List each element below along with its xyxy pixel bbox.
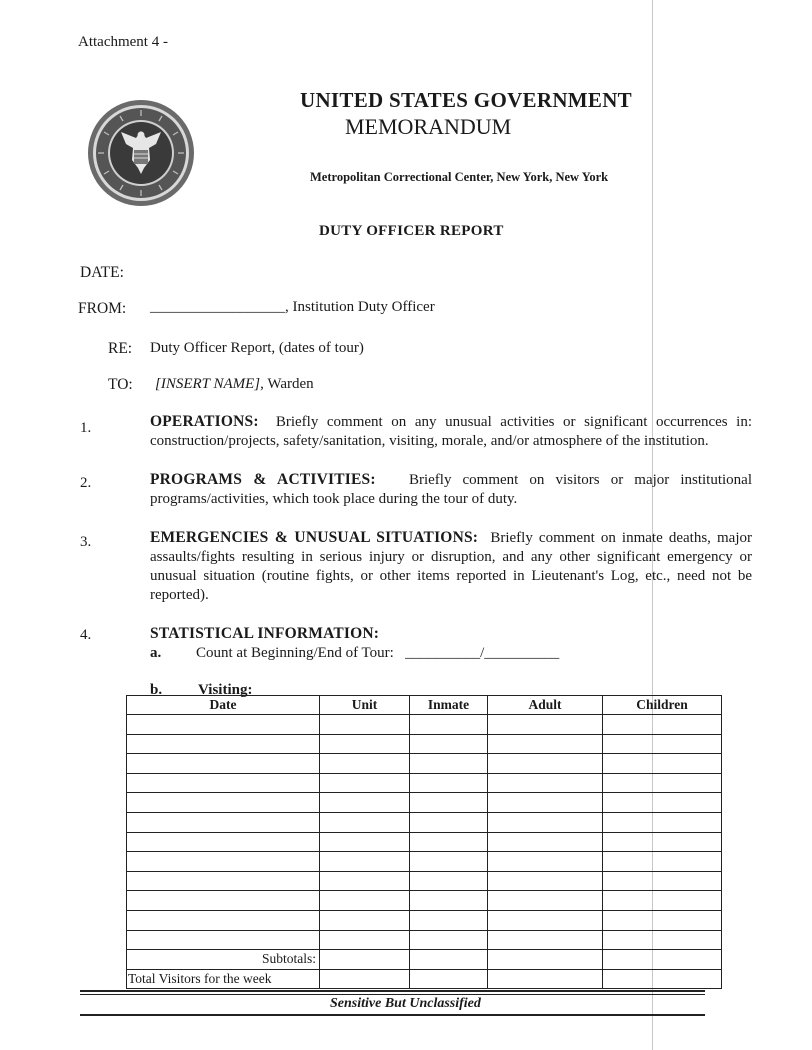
table-cell <box>488 734 603 754</box>
table-cell <box>410 930 488 950</box>
table-cell <box>127 754 320 774</box>
section-programs <box>150 470 752 509</box>
table-cell <box>320 969 410 989</box>
table-header-row <box>127 696 722 715</box>
table-cell <box>320 910 410 930</box>
column-header-unit: Unit <box>320 696 410 715</box>
table-cell <box>603 832 722 852</box>
attachment-label: Attachment 4 - <box>78 34 168 50</box>
table-cell <box>320 754 410 774</box>
column-header-inmate: Inmate <box>410 696 488 715</box>
table-cell <box>488 852 603 872</box>
table-cell <box>488 773 603 793</box>
table-cell <box>488 832 603 852</box>
table-cell <box>603 891 722 911</box>
re-label: RE: <box>108 340 133 357</box>
section-number: 3. <box>80 534 92 550</box>
table-cell <box>410 793 488 813</box>
footer-rule-bottom <box>80 1014 705 1016</box>
section-number: 4. <box>80 627 92 643</box>
subtotals-label: Subtotals: <box>127 950 320 970</box>
table-cell <box>488 910 603 930</box>
classification-label: Sensitive But Unclassified <box>330 996 481 1011</box>
from-label: FROM: <box>78 300 127 317</box>
section-heading: PROGRAMS & ACTIVITIES: <box>150 471 376 488</box>
date-label: DATE: <box>80 264 124 281</box>
to-label: TO: <box>108 376 133 393</box>
table-cell <box>410 852 488 872</box>
section-statistics <box>150 624 752 644</box>
table-cell <box>320 793 410 813</box>
section-number: 2. <box>80 475 92 491</box>
count-label: a. <box>150 645 162 661</box>
table-cell <box>603 969 722 989</box>
table-cell <box>410 969 488 989</box>
table-cell <box>320 734 410 754</box>
table-cell <box>320 852 410 872</box>
table-cell <box>603 871 722 891</box>
table-row <box>127 793 722 813</box>
to-value <box>155 376 314 393</box>
table-cell <box>127 734 320 754</box>
table-cell <box>603 754 722 774</box>
table-cell <box>488 950 603 970</box>
table-cell <box>320 715 410 735</box>
section-heading: STATISTICAL INFORMATION: <box>150 625 380 642</box>
table-cell <box>320 773 410 793</box>
table-cell <box>320 891 410 911</box>
table-cell <box>410 910 488 930</box>
table-cell <box>410 832 488 852</box>
visiting-table <box>126 695 722 989</box>
table-cell <box>603 812 722 832</box>
table-row <box>127 910 722 930</box>
section-text: Briefly comment on inmate deaths, major assaults/fights resulting in serious injury or disruption, and any other significant emergency or unusual situation (routine fights, or other items reported in Lieutenant's Log, etc., need not be reported). <box>150 530 752 603</box>
table-cell <box>603 715 722 735</box>
table-cell <box>603 734 722 754</box>
table-cell <box>127 715 320 735</box>
table-row <box>127 871 722 891</box>
table-cell <box>127 793 320 813</box>
to-name-placeholder: [INSERT NAME] <box>155 376 261 392</box>
table-cell <box>488 930 603 950</box>
table-cell <box>603 793 722 813</box>
section-heading: EMERGENCIES & UNUSUAL SITUATIONS: <box>150 529 479 546</box>
table-cell <box>410 773 488 793</box>
table-cell <box>488 715 603 735</box>
total-visitors-label: Total Visitors for the week <box>127 969 320 989</box>
column-header-date: Date <box>127 696 320 715</box>
total-row <box>127 969 722 989</box>
institution-name: Metropolitan Correctional Center, New York, New York <box>310 170 609 184</box>
table-cell <box>410 754 488 774</box>
table-cell <box>488 754 603 774</box>
memorandum-title: MEMORANDUM <box>345 114 512 139</box>
table-row <box>127 891 722 911</box>
table-cell <box>127 852 320 872</box>
table-cell <box>127 812 320 832</box>
table-cell <box>127 773 320 793</box>
bureau-of-prisons-seal-icon <box>86 98 196 208</box>
visiting-table-body <box>127 715 722 989</box>
column-header-adult: Adult <box>488 696 603 715</box>
table-cell <box>127 832 320 852</box>
table-row <box>127 715 722 735</box>
count-blank: __________/__________ <box>405 645 560 661</box>
table-cell <box>488 793 603 813</box>
table-row <box>127 852 722 872</box>
table-cell <box>603 910 722 930</box>
table-cell <box>320 930 410 950</box>
table-row <box>127 930 722 950</box>
table-cell <box>410 812 488 832</box>
count-line <box>150 645 559 662</box>
table-cell <box>410 871 488 891</box>
to-suffix: , Warden <box>260 376 314 392</box>
table-cell <box>320 950 410 970</box>
footer-rule-top-thin <box>80 994 705 995</box>
footer-rule-top <box>80 990 705 992</box>
table-row <box>127 773 722 793</box>
visiting-text: Visiting: <box>198 682 253 698</box>
count-text: Count at Beginning/End of Tour: <box>196 645 394 661</box>
table-cell <box>488 812 603 832</box>
table-cell <box>127 930 320 950</box>
table-row <box>127 734 722 754</box>
table-cell <box>603 852 722 872</box>
table-cell <box>488 871 603 891</box>
table-cell <box>320 832 410 852</box>
table-cell <box>127 891 320 911</box>
table-cell <box>127 871 320 891</box>
section-heading: OPERATIONS: <box>150 413 259 430</box>
visiting-label: b. <box>150 682 163 698</box>
table-cell <box>410 891 488 911</box>
table-cell <box>603 930 722 950</box>
table-row <box>127 812 722 832</box>
section-number: 1. <box>80 420 92 436</box>
table-row <box>127 832 722 852</box>
from-field: __________________, Institution Duty Officer <box>150 299 435 315</box>
table-cell <box>488 969 603 989</box>
table-cell <box>410 734 488 754</box>
report-title: DUTY OFFICER REPORT <box>319 223 504 239</box>
subtotals-row <box>127 950 722 970</box>
section-text: Briefly comment on any unusual activities or significant occurrences in: construction/projects, safety/sanitation, visiting, morale, and/or atmosphere of the institution. <box>150 414 752 449</box>
government-title: UNITED STATES GOVERNMENT <box>300 88 632 112</box>
table-row <box>127 754 722 774</box>
re-value: Duty Officer Report, (dates of tour) <box>150 340 364 356</box>
section-emergencies <box>150 528 752 605</box>
section-text: Briefly comment on visitors or major institutional programs/activities, which took place during the tour of duty. <box>150 472 752 507</box>
table-cell <box>320 871 410 891</box>
section-operations <box>150 412 752 451</box>
table-cell <box>127 910 320 930</box>
table-cell <box>603 950 722 970</box>
table-cell <box>320 812 410 832</box>
table-cell <box>410 950 488 970</box>
table-cell <box>488 891 603 911</box>
table-cell <box>603 773 722 793</box>
column-header-children: Children <box>603 696 722 715</box>
table-cell <box>410 715 488 735</box>
